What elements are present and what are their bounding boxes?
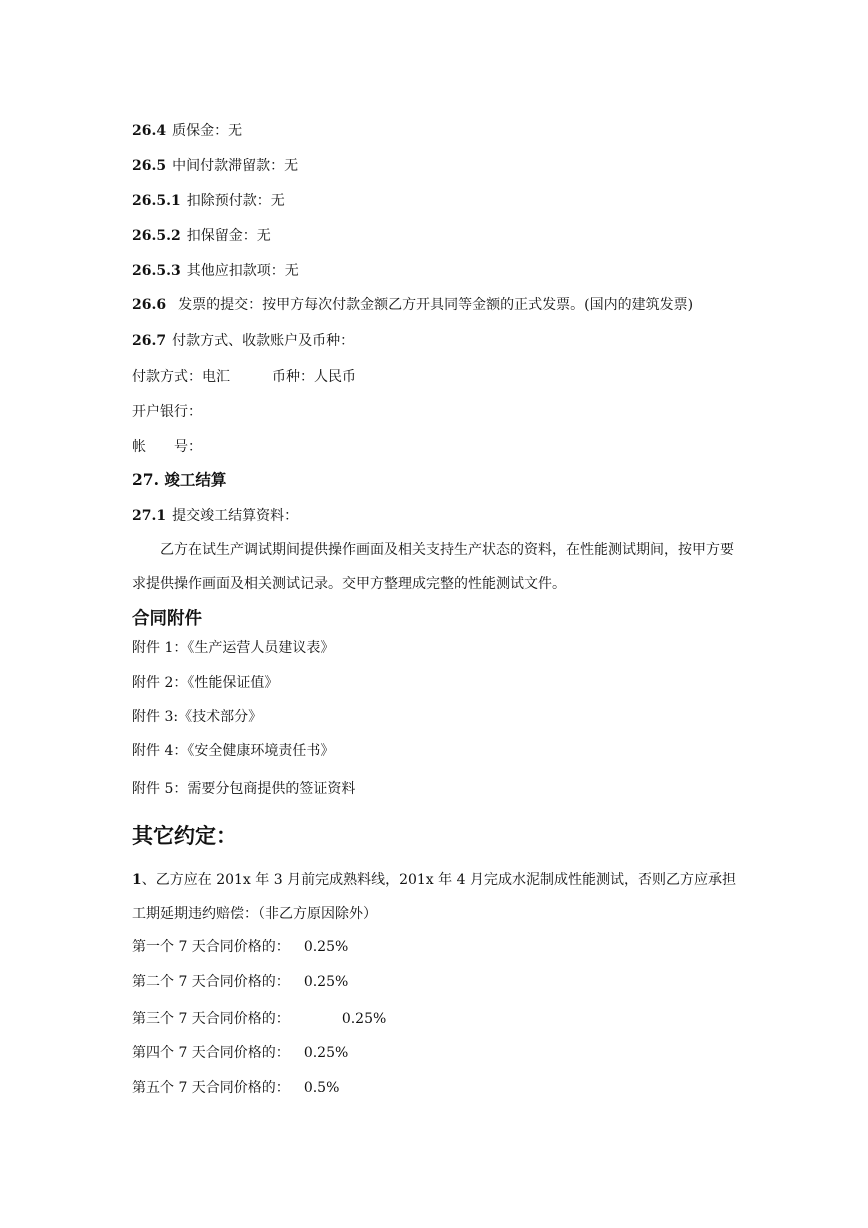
clause-text: 发票的提交：按甲方每次付款金额乙方开具同等金额的正式发票。(国内的建筑发票) (178, 297, 694, 313)
clause-text: 扣保留金：无 (186, 228, 271, 244)
penalty-value: 0.25% (303, 939, 349, 955)
penalty-value: 0.25% (303, 1045, 349, 1061)
penalty-label: 第三个 7 天合同价格的： (132, 1011, 290, 1027)
clause-text: 其他应扣款项：无 (186, 263, 299, 279)
penalty-label: 第一个 7 天合同价格的： (132, 939, 290, 955)
attachments-title: 合同附件 (132, 609, 202, 629)
clause-number: 27.1 (132, 508, 167, 524)
penalty-value: 0.25% (341, 1011, 387, 1027)
penalty-row (132, 1078, 339, 1098)
clause-number: 26.5.3 (132, 263, 181, 279)
item-number: 1 (132, 872, 142, 888)
payment-method: 付款方式：电汇 (132, 369, 230, 385)
clause-text: 质保金：无 (172, 123, 243, 139)
clause-text: 扣除预付款：无 (186, 193, 285, 209)
account-line: 帐 号： (132, 439, 202, 455)
clause-number: 26.5 (132, 158, 167, 174)
clause-27-1 (132, 506, 298, 526)
clause-26-5-3 (132, 261, 299, 281)
clause-26-5-1 (132, 191, 285, 211)
clause-number: 26.5.2 (132, 228, 181, 244)
payment-currency: 币种：人民币 (272, 369, 356, 385)
section-27-paragraph: 乙方在试生产调试期间提供操作画面及相关支持生产状态的资料，在性能测试期间，按甲方要求提供操作画面及相关测试记录。交甲方整理成完整的性能测试文件。 (132, 542, 734, 592)
clause-number: 26.5.1 (132, 193, 181, 209)
penalty-value: 0.5% (303, 1080, 340, 1096)
item-text: 、乙方应在 201x 年 3 月前完成熟料线，201x 年 4 月完成水泥制成性能测试，否则乙方应承担工期延期违约赔偿：（非乙方原因除外） (132, 872, 736, 922)
clause-26-5 (132, 156, 298, 176)
penalty-row (132, 1009, 386, 1029)
penalty-label: 第二个 7 天合同价格的： (132, 974, 290, 990)
clause-26-5-2 (132, 226, 271, 246)
clause-number: 26.7 (132, 333, 167, 349)
attachment-item: 附件 3:《技术部分》 (132, 709, 263, 725)
other-item-1 (132, 863, 742, 931)
clause-number: 26.6 (132, 297, 167, 313)
section-27-title: 27. 竣工结算 (132, 470, 227, 489)
clause-26-6 (132, 295, 693, 315)
clause-text: 付款方式、收款账户及币种： (172, 333, 355, 349)
attachment-item: 附件 2：《性能保证值》 (132, 675, 279, 691)
clause-26-4 (132, 121, 242, 141)
clause-text: 提交竣工结算资料： (172, 508, 299, 524)
clause-text: 中间付款滞留款：无 (172, 158, 299, 174)
clause-26-7 (132, 331, 354, 351)
attachment-item: 附件 4：《安全健康环境责任书》 (132, 743, 335, 759)
clause-number: 26.4 (132, 123, 167, 139)
attachment-item: 附件 1：《生产运营人员建议表》 (132, 640, 335, 656)
other-agreements-title: 其它约定： (132, 824, 237, 848)
penalty-label: 第五个 7 天合同价格的： (132, 1080, 290, 1096)
penalty-label: 第四个 7 天合同价格的： (132, 1045, 290, 1061)
penalty-row (132, 1043, 348, 1063)
payment-line (132, 367, 356, 387)
penalty-row (132, 972, 348, 992)
penalty-value: 0.25% (303, 974, 349, 990)
penalty-row (132, 937, 348, 957)
bank-line: 开户银行： (132, 404, 202, 420)
attachment-item: 附件 5：需要分包商提供的签证资料 (132, 781, 356, 797)
